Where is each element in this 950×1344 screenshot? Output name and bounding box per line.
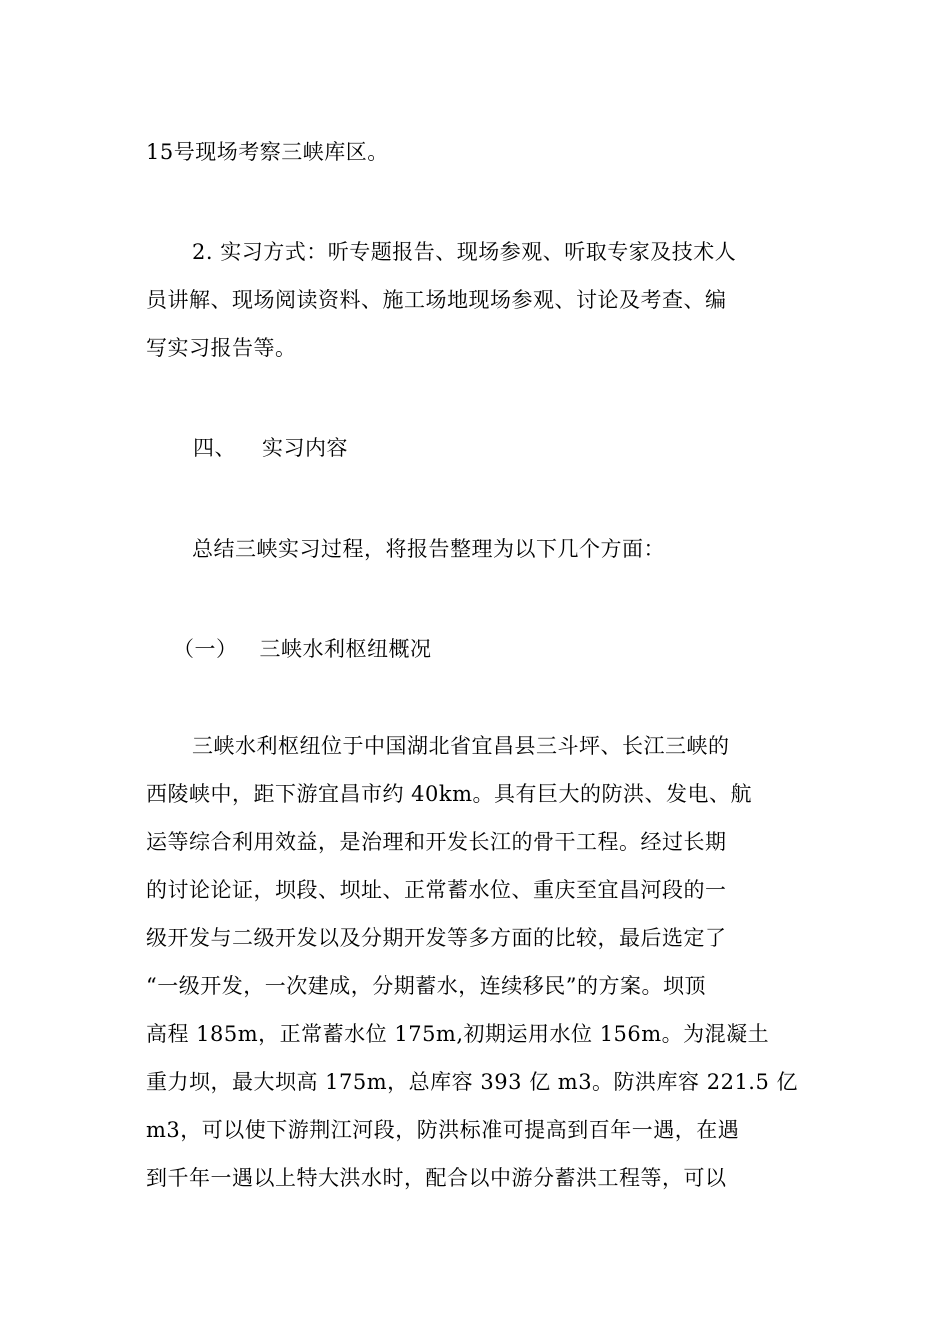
paragraph-internship-method <box>146 228 808 372</box>
text-line: 总结三峡实习过程，将报告整理为以下几个方面： <box>192 537 665 561</box>
section-title: 实习内容 <box>262 436 348 460</box>
text-line: 西陵峡中，距下游宜昌市约 40km。具有巨大的防洪、发电、航 <box>146 782 753 806</box>
text-line: 三峡水利枢纽位于中国湖北省宜昌县三斗坪、长江三峡的 <box>192 734 730 758</box>
text-line: 的讨论论证，坝段、坝址、正常蓄水位、重庆至宜昌河段的一 <box>146 878 727 902</box>
text-line: 重力坝，最大坝高 175m，总库容 393 亿 m3。防洪库容 221.5 亿 <box>146 1070 799 1094</box>
text-line: m3，可以使下游荆江河段，防洪标准可提高到百年一遇，在遇 <box>146 1118 740 1142</box>
text-line: 2. 实习方式：听专题报告、现场参观、听取专家及技术人 <box>192 240 737 264</box>
paragraph-continuation <box>146 128 808 176</box>
subsection-title: 三峡水利枢纽概况 <box>259 637 432 661</box>
text-line: 15号现场考察三峡库区。 <box>146 140 389 164</box>
text-line: 高程 185m，正常蓄水位 175m,初期运用水位 156m。为混凝土 <box>146 1022 770 1046</box>
paragraph-summary <box>146 525 808 573</box>
section-heading-four <box>193 424 348 472</box>
paragraph-three-gorges-overview <box>146 722 808 1202</box>
text-line: “一级开发，一次建成，分期蓄水，连续移民”的方案。坝顶 <box>146 974 706 998</box>
subsection-number: （一） <box>173 637 238 661</box>
section-number: 四、 <box>193 436 236 460</box>
text-line: 到千年一遇以上特大洪水时，配合以中游分蓄洪工程等，可以 <box>146 1166 727 1190</box>
text-line: 写实习报告等。 <box>146 336 297 360</box>
text-line: 员讲解、现场阅读资料、施工场地现场参观、讨论及考查、编 <box>146 288 727 312</box>
subsection-heading-one <box>173 625 432 673</box>
text-line: 运等综合利用效益，是治理和开发长江的骨干工程。经过长期 <box>146 830 727 854</box>
text-line: 级开发与二级开发以及分期开发等多方面的比较，最后选定了 <box>146 926 727 950</box>
